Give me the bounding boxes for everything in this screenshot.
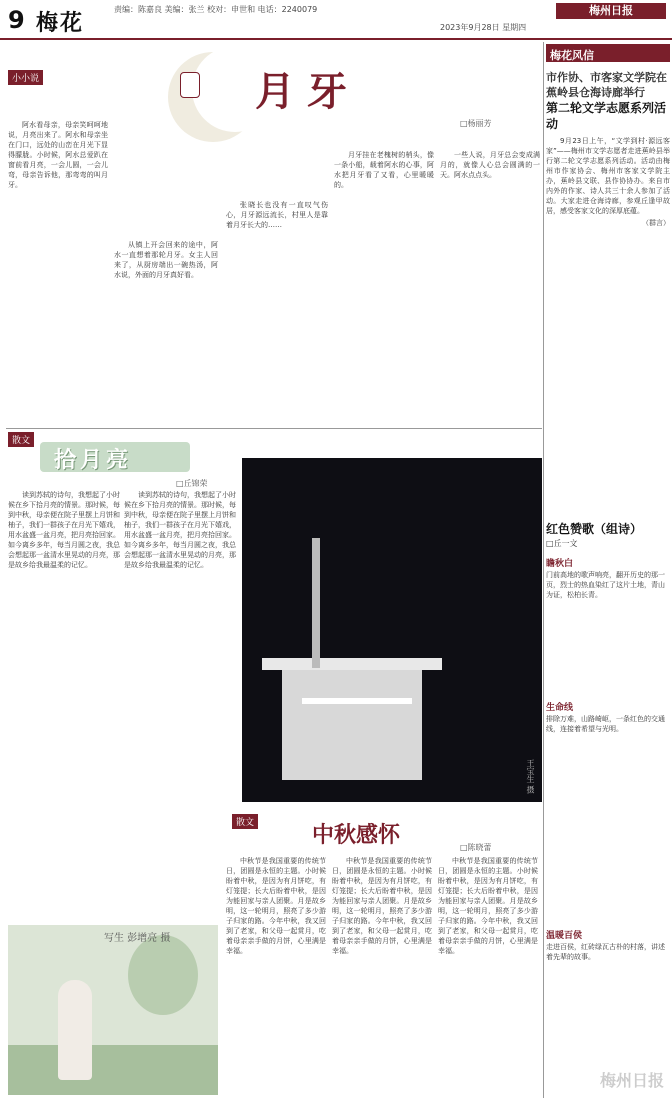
poem-body: 门前高地的歌声响亮，翻开历史的那一页，烈士的热血染红了这片土地，青山为证，松柏长青。 [546, 571, 665, 599]
poem-title: 生命线 [546, 703, 574, 713]
painting-figure [58, 980, 92, 1080]
story-column: 阿水看母亲，母亲笑呵呵地说，月亮出来了。阿水和母亲坐在门口，远处的山峦在月光下显得朦胧。小时候，阿水总爱趴在窗前看月亮，一会儿圆，一会儿弯，母亲告诉他，那弯弯的叫月牙。 [8, 121, 108, 189]
column-header: 梅花风信 [546, 44, 670, 62]
poem-title: 温暖百侯 [546, 931, 583, 941]
story-column: 从镇上开会回来的途中，阿水一直想着那轮月牙。女主人回来了，从厨房端出一碗热汤，阿水说，外面的月牙真好看。 [114, 241, 218, 279]
story-title: 中秋感怀 [312, 822, 401, 848]
issue-date: 2023年9月28日 星期四 [440, 23, 527, 32]
night-photo [242, 458, 542, 802]
painting-hill [8, 1045, 218, 1095]
poem-group-author: □丘一文 [546, 539, 578, 548]
news-title: 第二轮文学志愿系列活动 [546, 101, 667, 131]
story-column: 读到苏轼的诗句，我想起了小时候在乡下拾月亮的情景。那时候，每到中秋，母亲便在院子里摆上月饼和柚子，我们一群孩子在月光下嬉戏，用水盆盛一盆月亮，把月亮拾回家。如今离乡多年，每当月圆之夜，我总会想起那一盆清水里晃动的月亮，那是故乡给我最温柔的记忆。 [124, 491, 236, 569]
story-tag: 小小说 [8, 70, 43, 85]
story-column: 月牙挂在老槐树的梢头，像一条小船，载着阿水的心事，阿水把月牙看了又看，心里暖暖的。 [334, 151, 434, 189]
story-column: 一些人说，月牙总会变成满月的，就像人心总会圆满的一天。阿水点点头。 [440, 151, 540, 179]
story-author: □丘锦荣 [176, 479, 208, 488]
lantern-icon [180, 72, 200, 98]
story-author: □陈晓蕾 [460, 843, 492, 852]
story-author: □杨丽芳 [460, 119, 492, 128]
poem-title: 瞻秋白 [546, 559, 574, 569]
pavilion-spire [312, 538, 320, 668]
news-headline: 市作协、市客家文学院在蕉岭县仓海诗廊举行 [546, 71, 667, 99]
painting-tree [128, 935, 198, 1015]
pavilion-body [282, 670, 422, 780]
staff-line: 责编：陈嘉良 美编：张兰 校对：申世和 电话：2240079 [114, 5, 318, 14]
painting [8, 925, 218, 1095]
story-column: 读到苏轼的诗句，我想起了小时候在乡下拾月亮的情景。那时候，每到中秋，母亲便在院子里摆上月饼和柚子，我们一群孩子在月光下嬉戏，用水盆盛一盆月亮，把月亮拾回家。如今离乡多年，每当月圆之夜，我总会想起那一盆清水里晃动的月亮，那是故乡给我最温柔的记忆。 [8, 491, 120, 569]
story-title: 月牙 [255, 68, 359, 115]
photo-caption: 王宝生 摄 [526, 759, 535, 794]
story-column: 中秋节是我国重要的传统节日，团圆是永恒的主题。小时候盼着中秋，是因为有月饼吃，有灯笼提；长大后盼着中秋，是因为能回家与亲人团聚。月是故乡明，这一轮明月，照亮了多少游子归家的路。今年中秋，我又回到了老家，和父母一起赏月，吃着母亲亲手做的月饼，心里满是幸福。 [226, 857, 326, 955]
story-column: 中秋节是我国重要的传统节日，团圆是永恒的主题。小时候盼着中秋，是因为有月饼吃，有灯笼提；长大后盼着中秋，是因为能回家与亲人团聚。月是故乡明，这一轮明月，照亮了多少游子归家的路。今年中秋，我又回到了老家，和父母一起赏月，吃着母亲亲手做的月饼，心里满是幸福。 [438, 857, 538, 955]
story-title: 拾月亮 [40, 442, 180, 472]
section-divider [6, 428, 542, 429]
poem-body: 走进百侯，红砖绿瓦古朴的村落，讲述着先辈的故事。 [546, 943, 665, 961]
watermark: 梅州日报 [600, 1071, 665, 1090]
page-header [0, 0, 672, 40]
newspaper-logo: 梅州日报 [556, 3, 666, 19]
pavilion-rail [302, 698, 412, 704]
column-divider [543, 42, 544, 1098]
story-tag: 散文 [232, 814, 258, 829]
story-column: 中秋节是我国重要的传统节日，团圆是永恒的主题。小时候盼着中秋，是因为有月饼吃，有灯笼提；长大后盼着中秋，是因为能回家与亲人团聚。月是故乡明，这一轮明月，照亮了多少游子归家的路。今年中秋，我又回到了老家，和父母一起赏月，吃着母亲亲手做的月饼，心里满是幸福。 [332, 857, 432, 955]
page-number: 9 [8, 6, 25, 34]
poem-body: 排除万难，山路崎岖，一条红色的交通线，连接着希望与光明。 [546, 715, 665, 733]
news-body: 9月23日上午，“文学到村·源远客家”——梅州市文学志愿者走进蕉岭县举行第二轮文学志愿系列活动。活动由梅州市作家协会、梅州市客家文学院主办，蕉岭县文联、县作协协办。来自市内外的作家、诗人共三十余人参加了活动。大家走进仓海诗廊，参观丘逢甲故居，感受客家文化的深厚底蕴。 （群言） [546, 137, 670, 227]
story-column: 张晓长也没有一直叹气伤心，月牙源远流长，村里人是靠着月牙长大的…… [226, 201, 328, 229]
story-tag: 散文 [8, 432, 34, 447]
pavilion-roof [262, 658, 442, 670]
poem-group-title: 红色赞歌（组诗） [546, 522, 643, 536]
section-name: 梅花 [36, 11, 85, 36]
painting-title: 写生 彭增亮 摄 [104, 933, 171, 944]
